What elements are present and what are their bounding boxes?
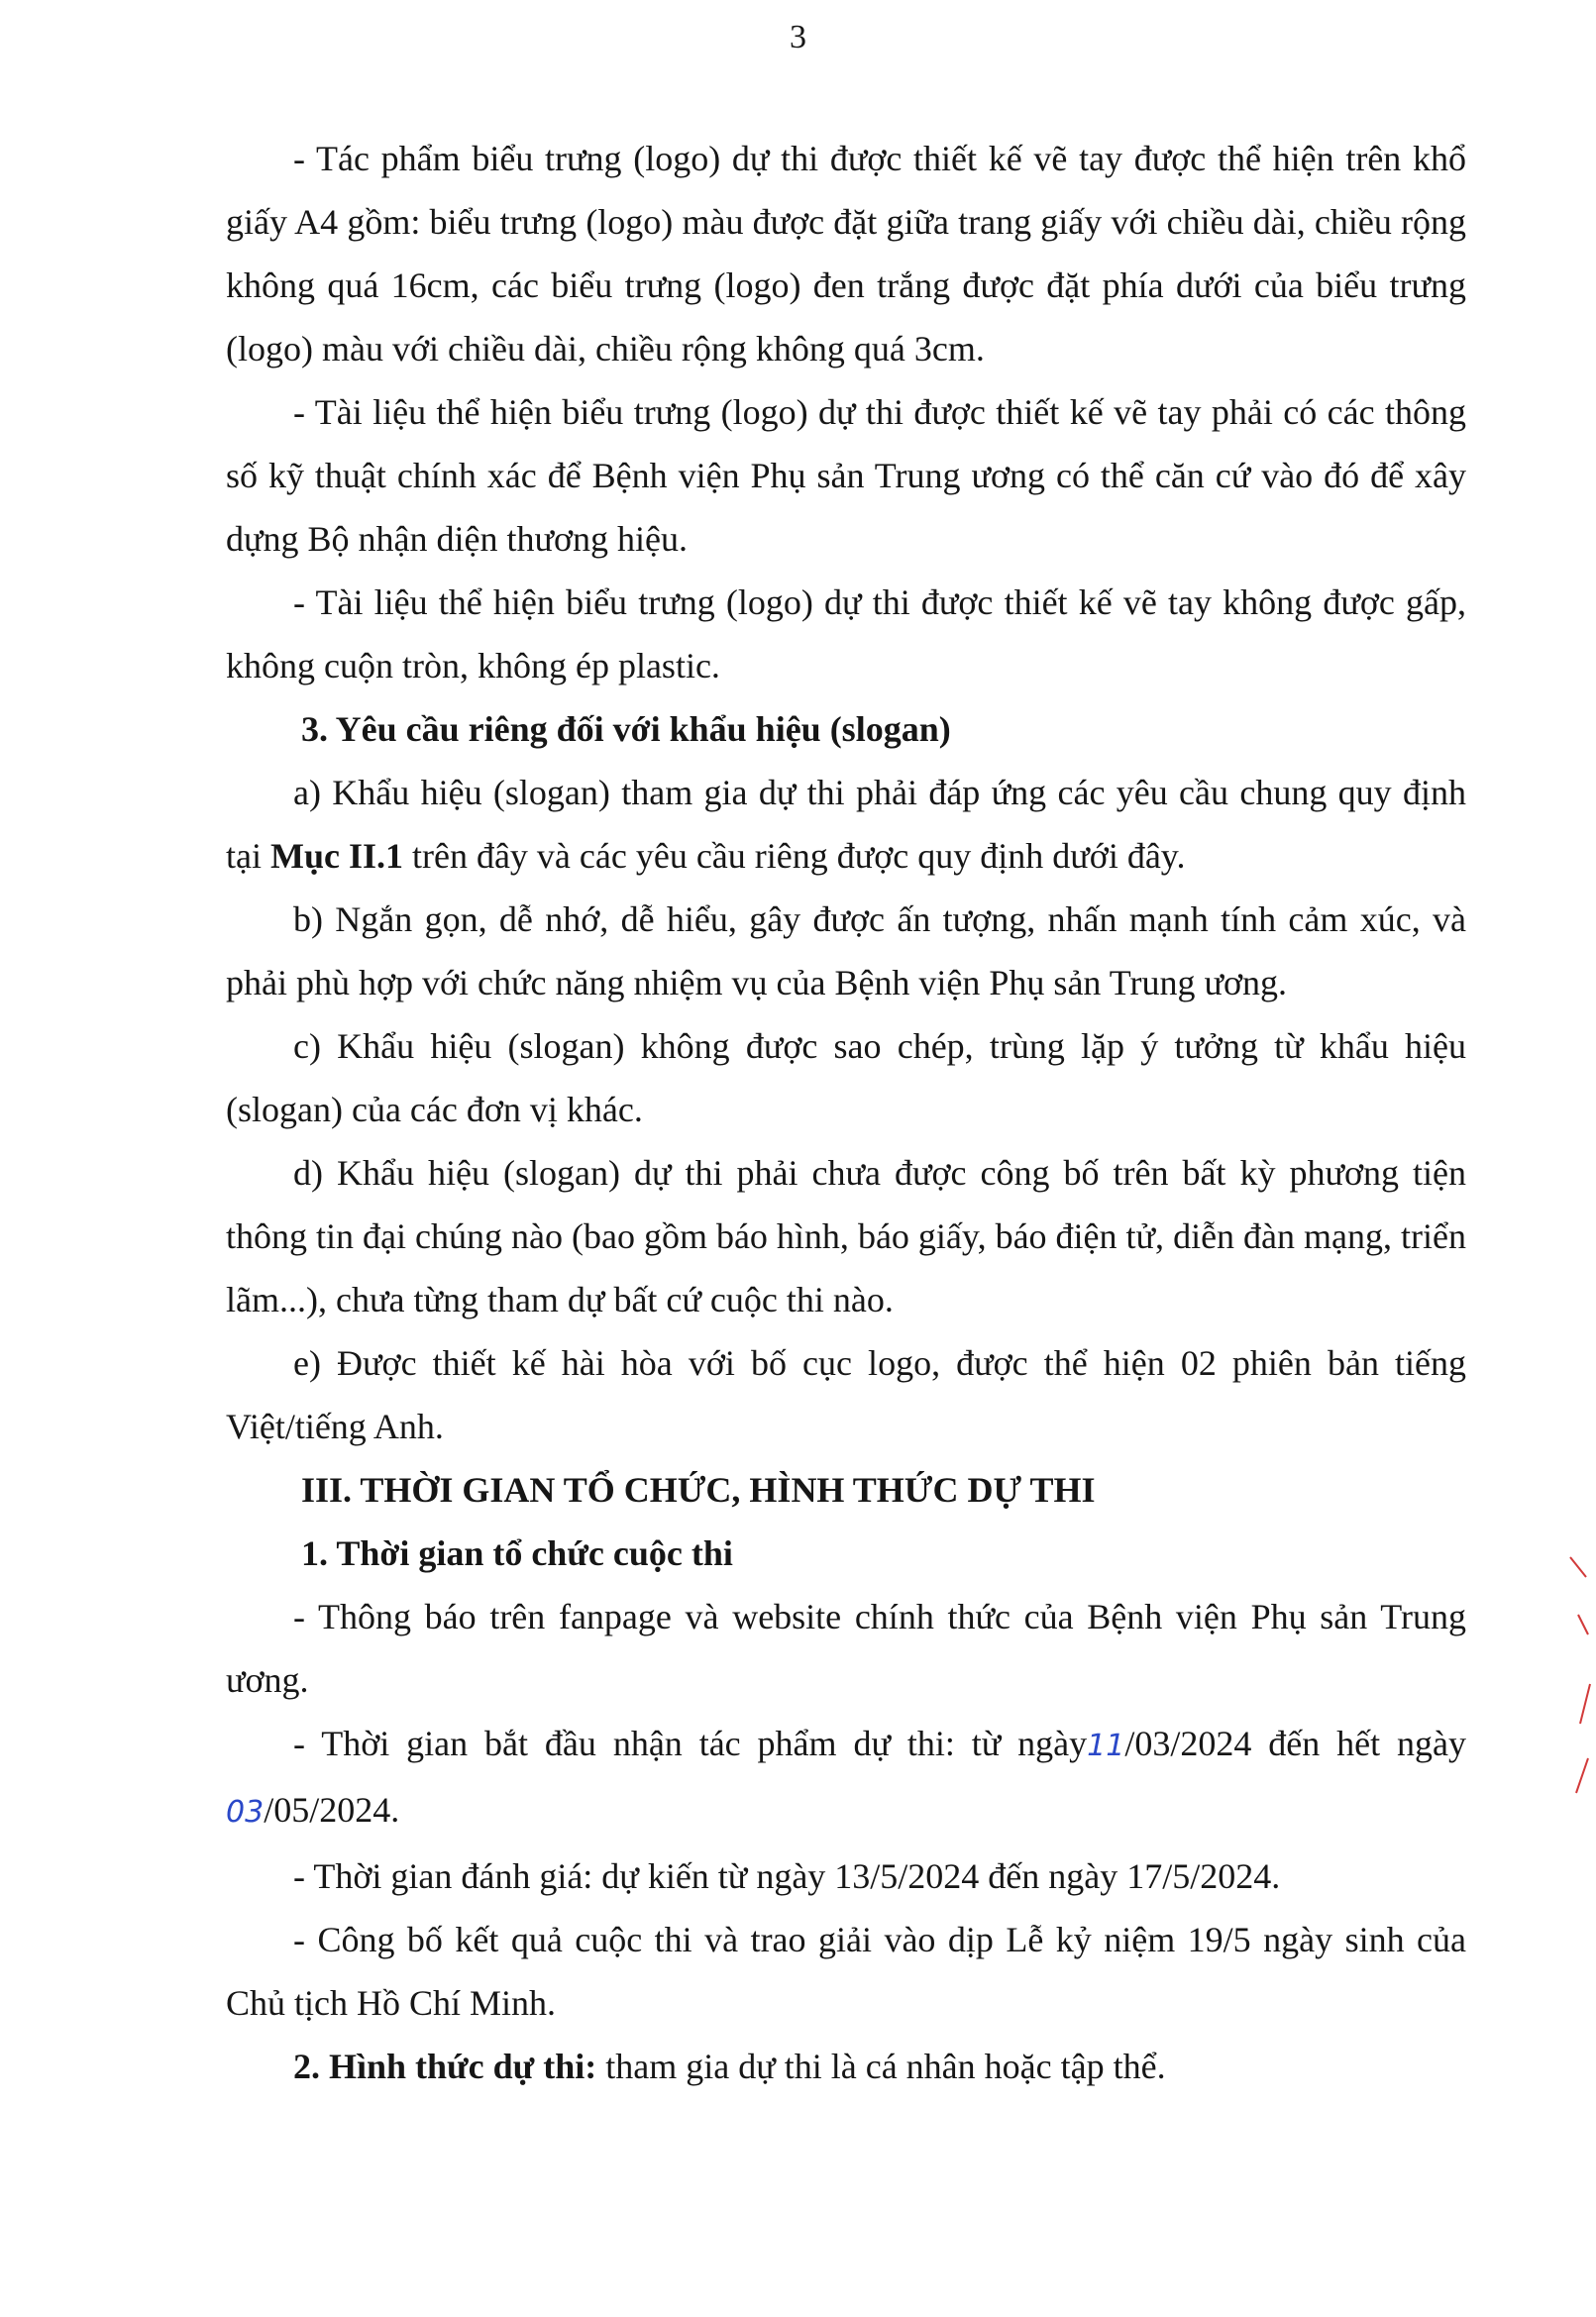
margin-pen-marks: [1566, 1555, 1596, 1813]
participation-form: 2. Hình thức dự thi: tham gia dự thi là cá nhân hoặc tập thể.: [293, 2047, 1166, 2086]
paragraph-logo-specs: - Tài liệu thể hiện biểu trưng (logo) dự thi được thiết kế vẽ tay phải có các thông số kỹ thuật chính xác để Bệnh viện Phụ sản Trung ương có thể căn cứ vào đó để xây dựng Bộ nhận diện thương hiệu.: [226, 392, 1466, 559]
sub-heading-timeline: 1. Thời gian tổ chức cuộc thi: [301, 1533, 733, 1573]
section-reference: Mục II.1: [269, 836, 403, 876]
slogan-item-c: c) Khẩu hiệu (slogan) không được sao chép, trùng lặp ý tưởng từ khẩu hiệu (slogan) của các đơn vị khác.: [226, 1026, 1466, 1129]
slogan-item-a: a) Khẩu hiệu (slogan) tham gia dự thi phải đáp ứng các yêu cầu chung quy định tại Mục II.1 trên đây và các yêu cầu riêng được quy định dưới đây.: [226, 773, 1466, 876]
timeline-evaluate: - Thời gian đánh giá: dự kiến từ ngày 13/5/2024 đến ngày 17/5/2024.: [293, 1856, 1281, 1896]
slogan-item-b: b) Ngắn gọn, dễ nhớ, dễ hiểu, gây được ấn tượng, nhấn mạnh tính cảm xúc, và phải phù hợp với chức năng nhiệm vụ của Bệnh viện Phụ sản Trung ương.: [226, 899, 1466, 1002]
paragraph-logo-format: - Tác phẩm biểu trưng (logo) dự thi được thiết kế vẽ tay được thể hiện trên khổ giấy A4 gồm: biểu trưng (logo) màu được đặt giữa trang giấy với chiều dài, chiều rộng không quá 16cm, các biểu trưng (logo) đen trắng được đặt phía dưới của biểu trưng (logo) màu với chiều dài, chiều rộng không quá 3cm.: [226, 139, 1466, 369]
section-3-heading: 3. Yêu cầu riêng đối với khẩu hiệu (slogan): [301, 709, 951, 749]
timeline-receive: - Thời gian bắt đầu nhận tác phẩm dự thi: từ ngày11/03/2024 đến hết ngày 03/05/2024.: [226, 1724, 1466, 1830]
document-body: [226, 127, 1466, 2098]
page-number: 3: [790, 19, 806, 55]
slogan-item-e: e) Được thiết kế hài hòa với bố cục logo, được thể hiện 02 phiên bản tiếng Việt/tiếng Anh.: [226, 1343, 1466, 1446]
timeline-result: - Công bố kết quả cuộc thi và trao giải vào dịp Lễ kỷ niệm 19/5 ngày sinh của Chủ tịch Hồ Chí Minh.: [226, 1920, 1466, 2023]
section-iii-heading: III. THỜI GIAN TỔ CHỨC, HÌNH THỨC DỰ THI: [301, 1470, 1096, 1510]
timeline-announce: - Thông báo trên fanpage và website chính thức của Bệnh viện Phụ sản Trung ương.: [226, 1597, 1466, 1700]
slogan-item-d: d) Khẩu hiệu (slogan) dự thi phải chưa được công bố trên bất kỳ phương tiện thông tin đại chúng nào (bao gồm báo hình, báo giấy, báo điện tử, diễn đàn mạng, triển lãm...), chưa từng tham dự bất cứ cuộc thi nào.: [226, 1153, 1466, 1319]
handwritten-start-day: 11: [1087, 1729, 1125, 1763]
paragraph-logo-handling: - Tài liệu thể hiện biểu trưng (logo) dự thi được thiết kế vẽ tay không được gấp, không cuộn tròn, không ép plastic.: [226, 582, 1466, 685]
handwritten-end-day: 03: [226, 1795, 265, 1830]
